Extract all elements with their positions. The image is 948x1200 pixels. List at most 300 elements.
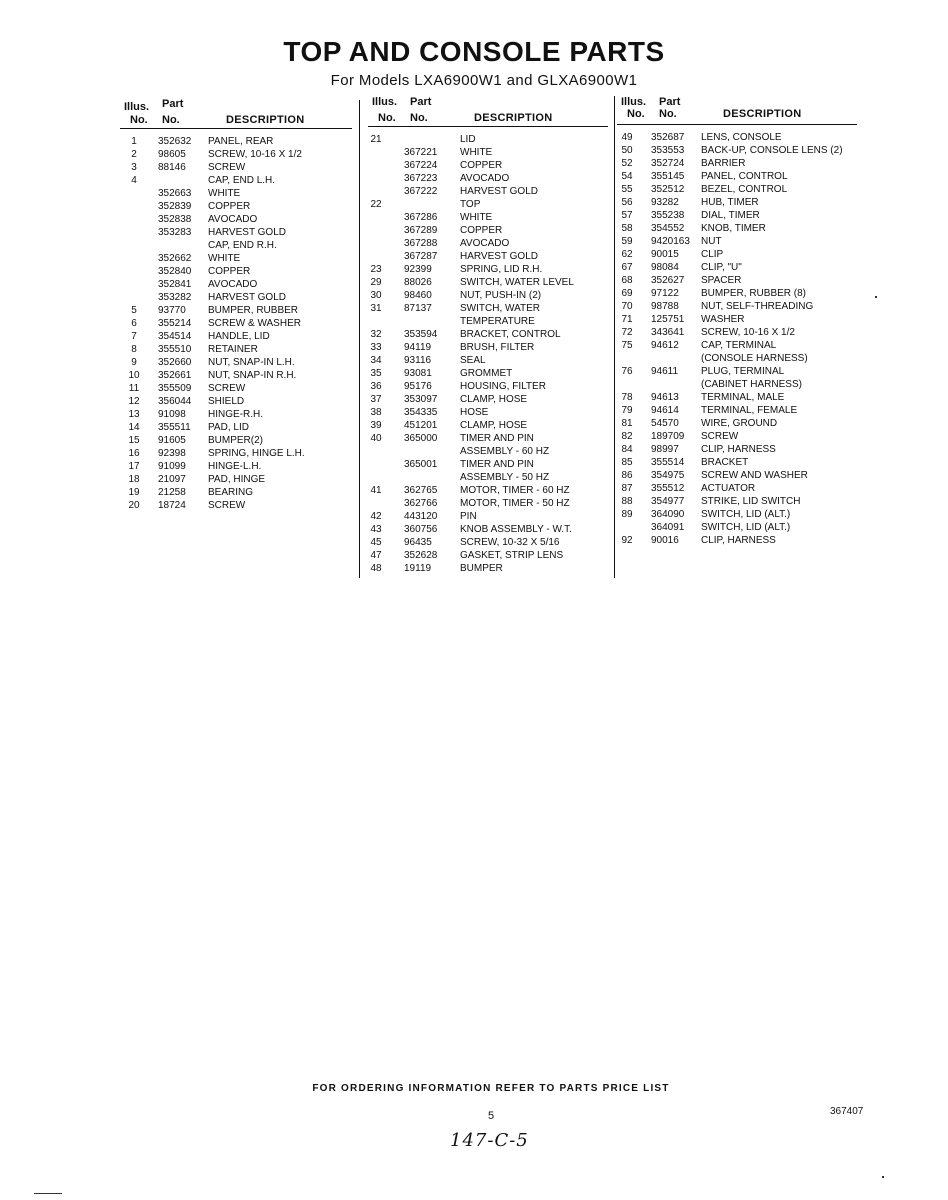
parts-row bbox=[617, 469, 857, 482]
parts-row bbox=[120, 200, 352, 213]
part-number: 98788 bbox=[651, 301, 679, 312]
illus-number: 55 bbox=[621, 184, 633, 195]
parts-row bbox=[368, 133, 608, 146]
part-description: TERMINAL, FEMALE bbox=[701, 405, 798, 416]
part-description: TEMPERATURE bbox=[460, 316, 535, 327]
part-description: CLIP, "U" bbox=[701, 262, 742, 273]
part-description: CAP, END R.H. bbox=[208, 240, 277, 251]
part-description: SWITCH, LID (ALT.) bbox=[701, 509, 791, 520]
illus-number: 1 bbox=[131, 136, 137, 147]
parts-row bbox=[120, 239, 352, 252]
part-description: KNOB, TIMER bbox=[701, 223, 766, 234]
parts-row bbox=[120, 317, 352, 330]
part-number: 367287 bbox=[404, 251, 438, 262]
part-description: DIAL, TIMER bbox=[701, 210, 760, 221]
part-description: CLIP bbox=[701, 249, 724, 260]
part-description: COPPER bbox=[208, 266, 251, 277]
illus-number: 4 bbox=[131, 175, 137, 186]
header-description: DESCRIPTION bbox=[723, 108, 802, 120]
parts-column-2 bbox=[368, 96, 608, 575]
parts-row bbox=[617, 508, 857, 521]
parts-row bbox=[617, 274, 857, 287]
part-number: 352838 bbox=[158, 214, 192, 225]
part-description: CAP, TERMINAL bbox=[701, 340, 777, 351]
part-number: 443120 bbox=[404, 511, 438, 522]
column-header bbox=[368, 96, 608, 130]
part-number: 352662 bbox=[158, 253, 192, 264]
illus-number: 71 bbox=[621, 314, 633, 325]
part-number: 352661 bbox=[158, 370, 192, 381]
ordering-footer: FOR ORDERING INFORMATION REFER TO PARTS PRICE LIST bbox=[312, 1083, 670, 1094]
part-description: CLAMP, HOSE bbox=[460, 420, 528, 431]
part-description: MOTOR, TIMER - 60 HZ bbox=[460, 485, 570, 496]
part-number: 93770 bbox=[158, 305, 186, 316]
parts-row bbox=[617, 287, 857, 300]
parts-row bbox=[368, 432, 608, 445]
part-description: BRUSH, FILTER bbox=[460, 342, 535, 353]
illus-number: 59 bbox=[621, 236, 633, 247]
parts-row bbox=[368, 380, 608, 393]
parts-list bbox=[120, 135, 352, 512]
part-number: 94613 bbox=[651, 392, 679, 403]
parts-row bbox=[120, 304, 352, 317]
parts-row bbox=[120, 265, 352, 278]
parts-row bbox=[120, 330, 352, 343]
part-description: ASSEMBLY - 60 HZ bbox=[460, 446, 550, 457]
illus-number: 89 bbox=[621, 509, 633, 520]
part-description: BACK-UP, CONSOLE LENS (2) bbox=[701, 145, 843, 156]
parts-row bbox=[617, 300, 857, 313]
part-description: LID bbox=[460, 134, 476, 145]
part-number: 365001 bbox=[404, 459, 438, 470]
part-number: 367289 bbox=[404, 225, 438, 236]
part-number: 352724 bbox=[651, 158, 685, 169]
part-number: 352632 bbox=[158, 136, 192, 147]
part-number: 451201 bbox=[404, 420, 438, 431]
part-number: 355510 bbox=[158, 344, 192, 355]
parts-row bbox=[617, 170, 857, 183]
part-description: (CABINET HARNESS) bbox=[701, 379, 802, 390]
illus-number: 48 bbox=[370, 563, 382, 574]
part-description: SCREW, 10-16 X 1/2 bbox=[701, 327, 795, 338]
illus-number: 18 bbox=[128, 474, 140, 485]
illus-number: 67 bbox=[621, 262, 633, 273]
parts-row bbox=[617, 196, 857, 209]
part-description: WHITE bbox=[208, 253, 241, 264]
part-description: PLUG, TERMINAL bbox=[701, 366, 785, 377]
illus-number: 56 bbox=[621, 197, 633, 208]
parts-row bbox=[368, 185, 608, 198]
illus-number: 43 bbox=[370, 524, 382, 535]
parts-row bbox=[120, 395, 352, 408]
parts-row bbox=[617, 248, 857, 261]
illus-number: 34 bbox=[370, 355, 382, 366]
part-number: 352628 bbox=[404, 550, 438, 561]
part-number: 354977 bbox=[651, 496, 685, 507]
part-number: 98997 bbox=[651, 444, 679, 455]
illus-number: 17 bbox=[128, 461, 140, 472]
illus-number: 69 bbox=[621, 288, 633, 299]
part-number: 352660 bbox=[158, 357, 192, 368]
parts-row bbox=[120, 421, 352, 434]
part-description: NUT, PUSH-IN (2) bbox=[460, 290, 542, 301]
parts-row bbox=[120, 278, 352, 291]
illus-number: 21 bbox=[370, 134, 382, 145]
part-number: 92398 bbox=[158, 448, 186, 459]
illus-number: 57 bbox=[621, 210, 633, 221]
part-number: 95176 bbox=[404, 381, 432, 392]
parts-row bbox=[120, 486, 352, 499]
parts-row bbox=[368, 510, 608, 523]
illus-number: 41 bbox=[370, 485, 382, 496]
parts-row bbox=[617, 378, 857, 391]
part-description: GASKET, STRIP LENS bbox=[460, 550, 564, 561]
parts-row bbox=[617, 326, 857, 339]
part-description: HARVEST GOLD bbox=[208, 227, 286, 238]
part-description: COPPER bbox=[208, 201, 251, 212]
parts-row bbox=[120, 343, 352, 356]
parts-row bbox=[368, 367, 608, 380]
part-number: 93081 bbox=[404, 368, 432, 379]
part-number: 354335 bbox=[404, 407, 438, 418]
part-description: PIN bbox=[460, 511, 477, 522]
parts-row bbox=[617, 235, 857, 248]
illus-number: 29 bbox=[370, 277, 382, 288]
illus-number: 87 bbox=[621, 483, 633, 494]
part-number: 352627 bbox=[651, 275, 685, 286]
parts-row bbox=[368, 354, 608, 367]
part-description: SPACER bbox=[701, 275, 742, 286]
parts-row bbox=[120, 187, 352, 200]
part-number: 353283 bbox=[158, 227, 192, 238]
part-number: 364090 bbox=[651, 509, 685, 520]
part-description: BEZEL, CONTROL bbox=[701, 184, 788, 195]
part-number: 94612 bbox=[651, 340, 679, 351]
part-number: 189709 bbox=[651, 431, 685, 442]
part-description: SWITCH, WATER bbox=[460, 303, 540, 314]
illus-number: 39 bbox=[370, 420, 382, 431]
part-description: HARVEST GOLD bbox=[208, 292, 286, 303]
illus-number: 38 bbox=[370, 407, 382, 418]
illus-number: 72 bbox=[621, 327, 633, 338]
illus-number: 30 bbox=[370, 290, 382, 301]
part-description: CAP, END L.H. bbox=[208, 175, 276, 186]
illus-number: 14 bbox=[128, 422, 140, 433]
part-description: AVOCADO bbox=[460, 173, 510, 184]
parts-row bbox=[120, 148, 352, 161]
illus-number: 45 bbox=[370, 537, 382, 548]
part-description: MOTOR, TIMER - 50 HZ bbox=[460, 498, 570, 509]
page-subtitle: For Models LXA6900W1 and GLXA6900W1 bbox=[330, 72, 638, 89]
part-number: 90015 bbox=[651, 249, 679, 260]
parts-row bbox=[368, 406, 608, 419]
illus-number: 31 bbox=[370, 303, 382, 314]
part-number: 354514 bbox=[158, 331, 192, 342]
parts-row bbox=[617, 404, 857, 417]
part-description: SCREW bbox=[701, 431, 739, 442]
parts-row bbox=[368, 471, 608, 484]
parts-row bbox=[617, 157, 857, 170]
illus-number: 13 bbox=[128, 409, 140, 420]
illus-number: 10 bbox=[128, 370, 140, 381]
part-number: 21097 bbox=[158, 474, 186, 485]
parts-row bbox=[368, 549, 608, 562]
part-description: SCREW bbox=[208, 500, 246, 511]
part-number: 354552 bbox=[651, 223, 685, 234]
illus-number: 92 bbox=[621, 535, 633, 546]
parts-row bbox=[120, 460, 352, 473]
part-description: BUMPER bbox=[460, 563, 503, 574]
illus-number: 42 bbox=[370, 511, 382, 522]
part-description: (CONSOLE HARNESS) bbox=[701, 353, 808, 364]
part-number: 98605 bbox=[158, 149, 186, 160]
parts-row bbox=[368, 393, 608, 406]
part-description: BUMPER(2) bbox=[208, 435, 264, 446]
illus-number: 82 bbox=[621, 431, 633, 442]
part-number: 355145 bbox=[651, 171, 685, 182]
part-description: CLAMP, HOSE bbox=[460, 394, 528, 405]
illus-number: 40 bbox=[370, 433, 382, 444]
parts-row bbox=[368, 224, 608, 237]
parts-row bbox=[368, 263, 608, 276]
part-number: 354975 bbox=[651, 470, 685, 481]
parts-row bbox=[368, 458, 608, 471]
part-description: COPPER bbox=[460, 160, 503, 171]
header-no: No. bbox=[378, 112, 396, 124]
part-description: NUT, SELF-THREADING bbox=[701, 301, 814, 312]
parts-row bbox=[368, 328, 608, 341]
parts-row bbox=[617, 417, 857, 430]
header-part: Part bbox=[162, 98, 184, 110]
part-description: SPRING, HINGE L.H. bbox=[208, 448, 305, 459]
part-description: WHITE bbox=[460, 147, 493, 158]
part-description: SWITCH, LID (ALT.) bbox=[701, 522, 791, 533]
column-header bbox=[120, 96, 352, 130]
parts-row bbox=[617, 495, 857, 508]
part-description: AVOCADO bbox=[208, 214, 258, 225]
part-description: BUMPER, RUBBER (8) bbox=[701, 288, 807, 299]
part-description: SCREW bbox=[208, 162, 246, 173]
parts-row bbox=[368, 198, 608, 211]
illus-number: 20 bbox=[128, 500, 140, 511]
part-number: 9420163 bbox=[651, 236, 690, 247]
part-description: CLIP, HARNESS bbox=[701, 535, 776, 546]
header-part: Part bbox=[659, 96, 681, 108]
illus-number: 19 bbox=[128, 487, 140, 498]
part-description: HARVEST GOLD bbox=[460, 186, 538, 197]
part-number: 353553 bbox=[651, 145, 685, 156]
part-description: SCREW bbox=[208, 383, 246, 394]
parts-row bbox=[368, 159, 608, 172]
illus-number: 37 bbox=[370, 394, 382, 405]
parts-row bbox=[120, 499, 352, 512]
illus-number: 79 bbox=[621, 405, 633, 416]
part-number: 367223 bbox=[404, 173, 438, 184]
part-number: 98084 bbox=[651, 262, 679, 273]
parts-row bbox=[120, 369, 352, 382]
parts-row bbox=[617, 183, 857, 196]
part-description: SWITCH, WATER LEVEL bbox=[460, 277, 574, 288]
part-number: 97122 bbox=[651, 288, 679, 299]
part-description: LENS, CONSOLE bbox=[701, 132, 782, 143]
part-description: HOSE bbox=[460, 407, 489, 418]
parts-row bbox=[368, 341, 608, 354]
part-description: TERMINAL, MALE bbox=[701, 392, 785, 403]
header-description: DESCRIPTION bbox=[226, 114, 305, 126]
illus-number: 11 bbox=[128, 383, 140, 394]
illus-number: 76 bbox=[621, 366, 633, 377]
part-description: TOP bbox=[460, 199, 481, 210]
parts-row bbox=[617, 534, 857, 547]
part-description: HINGE-R.H. bbox=[208, 409, 263, 420]
part-description: BARRIER bbox=[701, 158, 746, 169]
part-description: TIMER AND PIN bbox=[460, 433, 534, 444]
illus-number: 81 bbox=[621, 418, 633, 429]
part-number: 93282 bbox=[651, 197, 679, 208]
parts-row bbox=[368, 302, 608, 315]
parts-row bbox=[120, 382, 352, 395]
part-description: HOUSING, FILTER bbox=[460, 381, 546, 392]
part-number: 343641 bbox=[651, 327, 685, 338]
part-description: RETAINER bbox=[208, 344, 258, 355]
parts-list bbox=[617, 131, 857, 547]
parts-row bbox=[120, 408, 352, 421]
illus-number: 3 bbox=[131, 162, 137, 173]
part-number: 355511 bbox=[158, 422, 191, 433]
part-description: SCREW & WASHER bbox=[208, 318, 301, 329]
part-number: 365000 bbox=[404, 433, 438, 444]
parts-row bbox=[368, 445, 608, 458]
illus-number: 68 bbox=[621, 275, 633, 286]
part-number: 88026 bbox=[404, 277, 432, 288]
illus-number: 2 bbox=[131, 149, 137, 160]
part-description: SEAL bbox=[460, 355, 486, 366]
illus-number: 6 bbox=[131, 318, 137, 329]
part-description: PANEL, REAR bbox=[208, 136, 274, 147]
part-description: SCREW, 10-32 X 5/16 bbox=[460, 537, 560, 548]
part-number: 353282 bbox=[158, 292, 192, 303]
part-number: 352663 bbox=[158, 188, 192, 199]
parts-row bbox=[368, 562, 608, 575]
part-number: 54570 bbox=[651, 418, 679, 429]
part-number: 353594 bbox=[404, 329, 438, 340]
part-description: PAD, HINGE bbox=[208, 474, 266, 485]
part-description: SCREW AND WASHER bbox=[701, 470, 808, 481]
parts-row bbox=[368, 536, 608, 549]
part-description: GROMMET bbox=[460, 368, 513, 379]
part-number: 87137 bbox=[404, 303, 432, 314]
part-number: 18724 bbox=[158, 500, 186, 511]
illus-number: 86 bbox=[621, 470, 633, 481]
illus-number: 78 bbox=[621, 392, 633, 403]
parts-row bbox=[617, 261, 857, 274]
parts-row bbox=[368, 146, 608, 159]
illus-number: 70 bbox=[621, 301, 633, 312]
parts-row bbox=[617, 482, 857, 495]
illus-number: 5 bbox=[131, 305, 137, 316]
illus-number: 12 bbox=[128, 396, 140, 407]
part-description: AVOCADO bbox=[208, 279, 258, 290]
parts-row bbox=[120, 174, 352, 187]
part-description: HUB, TIMER bbox=[701, 197, 759, 208]
parts-row bbox=[617, 339, 857, 352]
parts-row bbox=[368, 211, 608, 224]
header-no: No. bbox=[130, 114, 148, 126]
part-description: BRACKET bbox=[701, 457, 749, 468]
header-illus: Illus. bbox=[621, 96, 647, 108]
parts-row bbox=[368, 484, 608, 497]
part-description: CLIP, HARNESS bbox=[701, 444, 776, 455]
parts-row bbox=[368, 497, 608, 510]
illus-number: 58 bbox=[621, 223, 633, 234]
part-number: 98460 bbox=[404, 290, 432, 301]
illus-number: 49 bbox=[621, 132, 633, 143]
part-number: 355509 bbox=[158, 383, 192, 394]
part-description: NUT bbox=[701, 236, 722, 247]
part-number: 362765 bbox=[404, 485, 438, 496]
part-number: 356044 bbox=[158, 396, 192, 407]
parts-row bbox=[617, 313, 857, 326]
part-number: 367224 bbox=[404, 160, 438, 171]
parts-row bbox=[368, 523, 608, 536]
header-illus: Illus. bbox=[124, 101, 150, 113]
part-number: 352687 bbox=[651, 132, 685, 143]
illus-number: 62 bbox=[621, 249, 633, 260]
parts-row bbox=[617, 365, 857, 378]
parts-row bbox=[617, 521, 857, 534]
header-description: DESCRIPTION bbox=[474, 112, 553, 124]
part-number: 360756 bbox=[404, 524, 438, 535]
illus-number: 32 bbox=[370, 329, 382, 340]
illus-number: 85 bbox=[621, 457, 633, 468]
part-number: 367286 bbox=[404, 212, 438, 223]
part-description: WASHER bbox=[701, 314, 745, 325]
parts-row bbox=[368, 276, 608, 289]
part-description: AVOCADO bbox=[460, 238, 510, 249]
scan-speck bbox=[882, 1176, 884, 1178]
part-number: 19119 bbox=[404, 563, 432, 574]
header-part: Part bbox=[410, 96, 432, 108]
parts-row bbox=[617, 144, 857, 157]
parts-list bbox=[368, 133, 608, 575]
page-title: TOP AND CONSOLE PARTS bbox=[283, 36, 665, 67]
part-number: 367288 bbox=[404, 238, 438, 249]
parts-row bbox=[120, 213, 352, 226]
parts-row bbox=[120, 252, 352, 265]
document-number: 367407 bbox=[830, 1106, 864, 1117]
part-number: 90016 bbox=[651, 535, 679, 546]
part-number: 91605 bbox=[158, 435, 186, 446]
part-description: BUMPER, RUBBER bbox=[208, 305, 299, 316]
parts-row bbox=[368, 237, 608, 250]
part-description: SHIELD bbox=[208, 396, 245, 407]
part-number: 352840 bbox=[158, 266, 192, 277]
illus-number: 16 bbox=[128, 448, 140, 459]
illus-number: 22 bbox=[370, 199, 382, 210]
part-description: WHITE bbox=[208, 188, 241, 199]
part-number: 355514 bbox=[651, 457, 685, 468]
part-number: 96435 bbox=[404, 537, 432, 548]
parts-row bbox=[368, 250, 608, 263]
header-illus: Illus. bbox=[372, 96, 398, 108]
illus-number: 8 bbox=[131, 344, 137, 355]
column-header bbox=[617, 96, 857, 130]
part-number: 94611 bbox=[651, 366, 679, 377]
parts-column-1 bbox=[120, 96, 352, 512]
part-description: STRIKE, LID SWITCH bbox=[701, 496, 801, 507]
part-number: 91099 bbox=[158, 461, 186, 472]
illus-number: 9 bbox=[131, 357, 137, 368]
